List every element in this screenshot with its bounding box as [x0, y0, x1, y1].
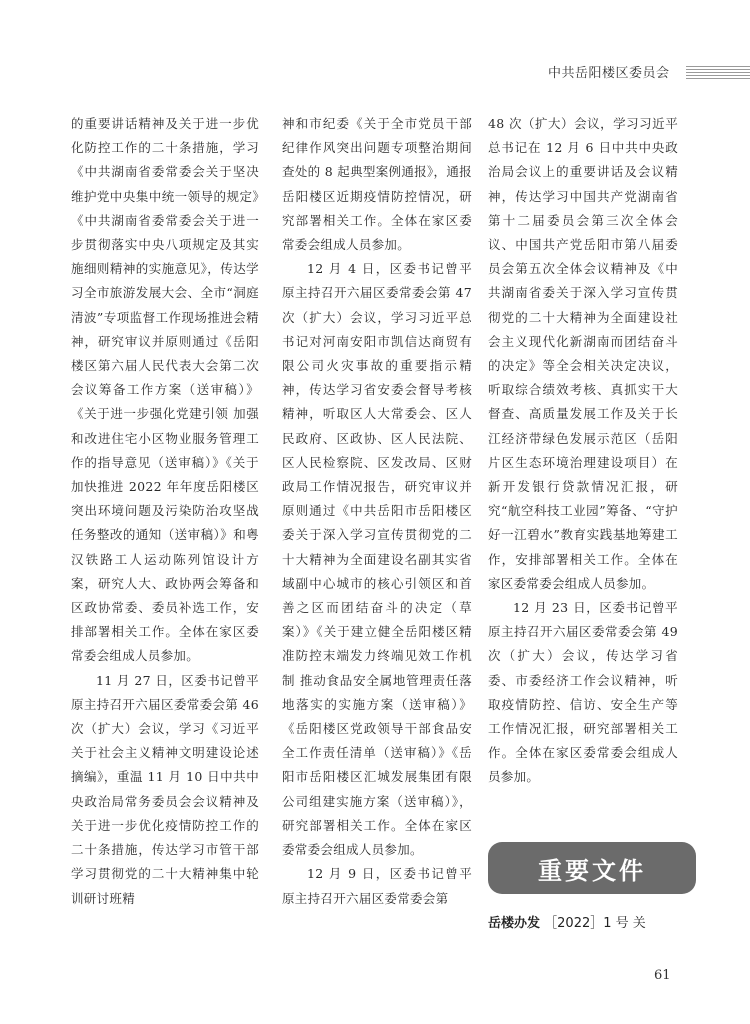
document-entry	[488, 912, 678, 931]
text-column-1	[71, 112, 259, 911]
running-header: 中共岳阳楼区委员会	[548, 66, 670, 81]
document-title-start: 关	[632, 916, 646, 931]
document-issuer: 岳楼办发	[488, 916, 541, 931]
paragraph: 神和市纪委《关于全市党员干部纪律作风突出问题专项整治期间查处的 8 起典型案例通报》，通报岳阳楼区近期疫情防控情况，研究部署相关工作。全体在家区委常委会组成人员参加。	[282, 116, 472, 253]
document-number: ［2022］1 号	[544, 916, 629, 931]
paragraph: 12 月 9 日，区委书记曾平原主持召开六届区委常委会第	[282, 866, 472, 906]
paragraph: 12 月 4 日，区委书记曾平原主持召开六届区委常委会第 47 次（扩大）会议，学习习近平总书记对河南安阳市凯信达商贸有限公司火灾事故的重要指示精神，传达学习省安委会督导考核精神，听取区人大常委会、区人民政府、区政协、区人民法院、区人民检察院、区发改局、区财政局工作情况报告，研究审议并原则通过《中共岳阳市岳阳楼区委关于深入学习宣传贯彻党的二十大精神为全面建设名副其实省域副中心城市的核心引领区和首善之区而团结奋斗的决定（草案）》《关于建立健全岳阳楼区精准防控末端发力终端见效工作机制 推动食品安全属地管理责任落地落实的实施方案（送审稿）》《岳阳楼区党政领导干部食品安全工作责任清单（送审稿）》《岳阳市岳阳楼区汇城发展集团有限公司组建实施方案（送审稿）》，研究部署相关工作。全体在家区委常委会组成人员参加。	[282, 261, 472, 858]
header-rule-decoration	[686, 66, 750, 80]
paragraph: 12 月 23 日，区委书记曾平原主持召开六届区委常委会第 49 次（扩大）会议，传达学习省委、市委经济工作会议精神，听取疫情防控、信访、安全生产等工作情况汇报，研究部署相关工作。全体在家区委常委会组成人员参加。	[488, 600, 678, 785]
page-number: 61	[654, 968, 671, 983]
paragraph: 的重要讲话精神及关于进一步优化防控工作的二十条措施，学习《中共湖南省委常委会关于坚决维护党中央集中统一领导的规定》《中共湖南省委常委会关于进一步贯彻落实中央八项规定及其实施细则精神的实施意见》，传达学习全市旅游发展大会、全市“洞庭清波”专项监督工作现场推进会精神，研究审议并原则通过《岳阳楼区第六届人民代表大会第二次会议筹备工作方案（送审稿）》《关于进一步强化党建引领 加强和改进住宅小区物业服务管理工作的指导意见（送审稿）》《关于加快推进 2022 年年度岳阳楼区突出环境问题及污染防治攻坚战任务整改的通知（送审稿）》和粤汉铁路工人运动陈列馆设计方案，研究人大、政协两会筹备和区政协常委、委员补选工作，安排部署相关工作。全体在家区委常委会组成人员参加。	[71, 116, 259, 664]
paragraph: 11 月 27 日，区委书记曾平原主持召开六届区委常委会第 46 次（扩大）会议，学习《习近平关于社会主义精神文明建设论述摘编》，重温 11 月 10 日中共中央政治局常务委员会会议精神及关于进一步优化疫情防控工作的二十条措施，传达学习市管干部学习贯彻党的二十大精神集中轮训研讨班精	[71, 672, 259, 906]
paragraph: 48 次（扩大）会议，学习习近平总书记在 12 月 6 日中共中央政治局会议上的重要讲话及会议精神，传达学习中国共产党湖南省第十二届委员会第三次全体会议、中国共产党岳阳市第八届委员会第五次全体会议精神及《中共湖南省委关于深入学习宣传贯彻党的二十大精神为全面建设社会主义现代化新湖南而团结奋斗的决定》等全会相关决定决议，听取综合绩效考核、真抓实干大督查、高质量发展工作及关于长江经济带绿色发展示范区（岳阳片区生态环境治理建设项目）在新开发银行贷款情况汇报，研究“航空科技工业园”筹备、“守护好一江碧水”教育实践基地筹建工作，安排部署相关工作。全体在家区委常委会组成人员参加。	[488, 116, 678, 591]
text-column-3	[488, 112, 678, 790]
section-title-banner: 重要文件	[488, 842, 696, 894]
text-column-2	[282, 112, 472, 911]
